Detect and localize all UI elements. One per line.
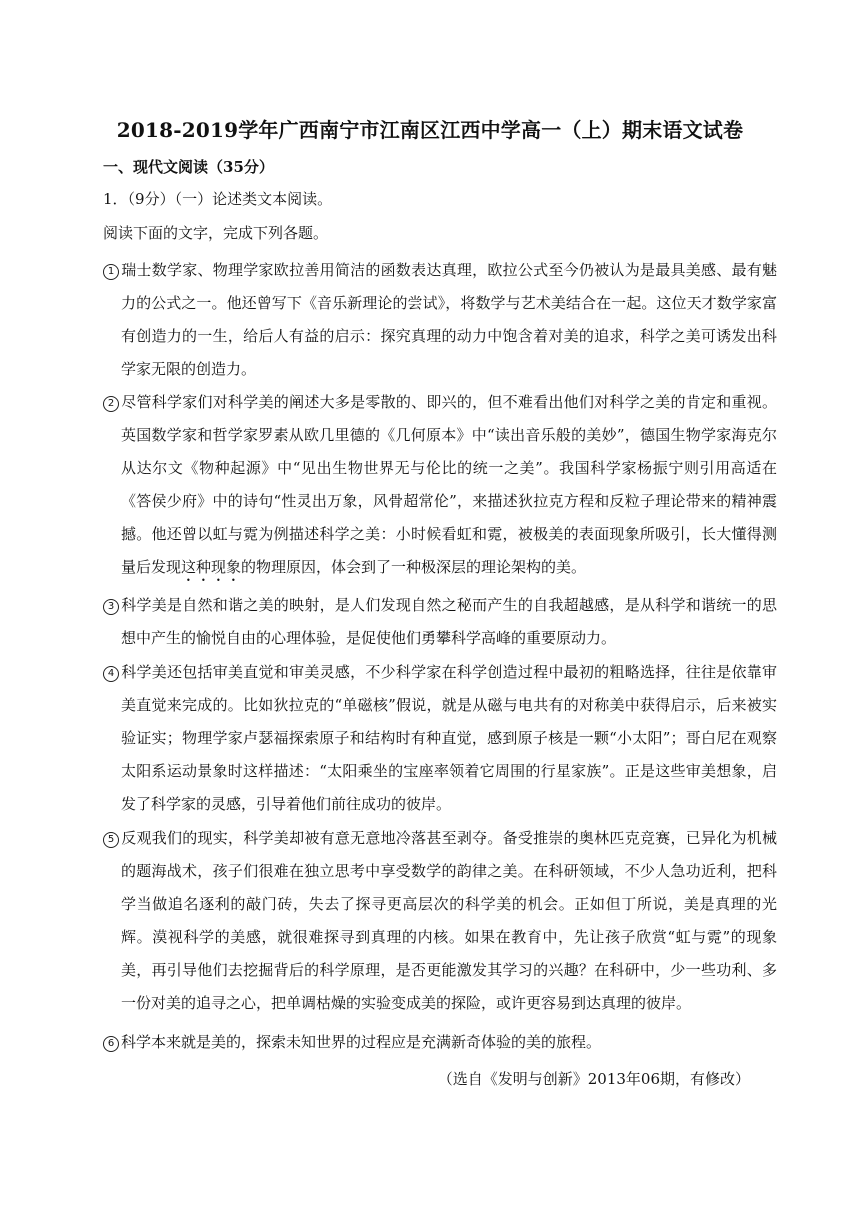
section-heading: 一、现代文阅读（35分） xyxy=(103,158,274,176)
question-header: 1．（9分）（一）论述类文本阅读。 xyxy=(103,190,333,208)
paragraph-6 xyxy=(103,1026,777,1059)
paragraph-text: 的物理原因，体会到了一种极深层的理论架构的美。 xyxy=(241,558,587,576)
paragraph-number: 3 xyxy=(103,599,119,615)
paragraph-5 xyxy=(103,822,777,1020)
paragraph-3 xyxy=(103,589,777,655)
source-citation: （选自《发明与创新》2013年06期，有修改） xyxy=(437,1070,750,1088)
paragraph-text: 反观我们的现实，科学美却被有意无意地冷落甚至剥夺。备受推崇的奥林匹克竞赛，已异化为机械的题海战术，孩子们很难在独立思考中享受数学的韵律之美。在科研领域，不少人急功近利，把科学当做追名逐利的敲门砖，失去了探寻更高层次的科学美的机会。正如但丁所说，美是真理的光辉。漠视科学的美感，就很难探寻到真理的内核。如果在教育中，先让孩子欣赏“虹与霓”的现象美，再引导他们去挖掘背后的科学原理，是否更能激发其学习的兴趣？在科研中，少一些功利、多一份对美的追寻之心，把单调枯燥的实验变成美的探险，或许更容易到达真理的彼岸。 xyxy=(121,829,777,1012)
paragraph-number: 2 xyxy=(103,396,119,412)
reading-instruction: 阅读下面的文字，完成下列各题。 xyxy=(103,224,329,242)
paragraph-1 xyxy=(103,254,777,386)
paragraph-number: 1 xyxy=(103,264,119,280)
paragraph-number: 4 xyxy=(103,666,119,682)
emphasized-phrase: 这种现象 xyxy=(181,558,242,576)
paragraph-number: 6 xyxy=(103,1036,119,1052)
paragraph-text: 科学本来就是美的，探索未知世界的过程应是充满新奇体验的美的旅程。 xyxy=(121,1033,602,1051)
paragraph-2 xyxy=(103,386,777,585)
paragraph-number: 5 xyxy=(103,832,119,848)
paragraph-text: 尽管科学家们对科学美的阐述大多是零散的、即兴的，但不难看出他们对科学之美的肯定和重视。英国数学家和哲学家罗素从欧几里德的《几何原本》中“读出音乐般的美妙”，德国生物学家海克尔从达尔文《物种起源》中“见出生物世界无与伦比的统一之美”。我国科学家杨振宁则引用高适在《答侯少府》中的诗句“性灵出万象，风骨超常伦”，来描述狄拉克方程和反粒子理论带来的精神震撼。他还曾以虹与霓为例描述科学之美：小时候看虹和霓，被极美的表面现象所吸引，长大懂得测量后发现 xyxy=(121,393,777,576)
paragraph-text: 科学美是自然和谐之美的映射，是人们发现自然之秘而产生的自我超越感，是从科学和谐统一的思想中产生的愉悦自由的心理体验，是促使他们勇攀科学高峰的重要原动力。 xyxy=(121,596,777,647)
paragraph-4 xyxy=(103,656,777,821)
exam-title: 2018-2019学年广西南宁市江南区江西中学高一（上）期末语文试卷 xyxy=(116,118,744,142)
paragraph-text: 科学美还包括审美直觉和审美灵感，不少科学家在科学创造过程中最初的粗略选择，往往是依靠审美直觉来完成的。比如狄拉克的“单磁核”假说，就是从磁与电共有的对称美中获得启示，后来被实验证实；物理学家卢瑟福探索原子和结构时有种直觉，感到原子核是一颗“小太阳”；哥白尼在观察太阳系运动景象时这样描述：“太阳乘坐的宝座率领着它周围的行星家族”。正是这些审美想象，启发了科学家的灵感，引导着他们前往成功的彼岸。 xyxy=(121,663,777,813)
paragraph-text: 瑞士数学家、物理学家欧拉善用简洁的函数表达真理，欧拉公式至今仍被认为是最具美感、最有魅力的公式之一。他还曾写下《音乐新理论的尝试》，将数学与艺术美结合在一起。这位天才数学家富有创造力的一生，给后人有益的启示：探究真理的动力中饱含着对美的追求，科学之美可诱发出科学家无限的创造力。 xyxy=(121,261,777,378)
